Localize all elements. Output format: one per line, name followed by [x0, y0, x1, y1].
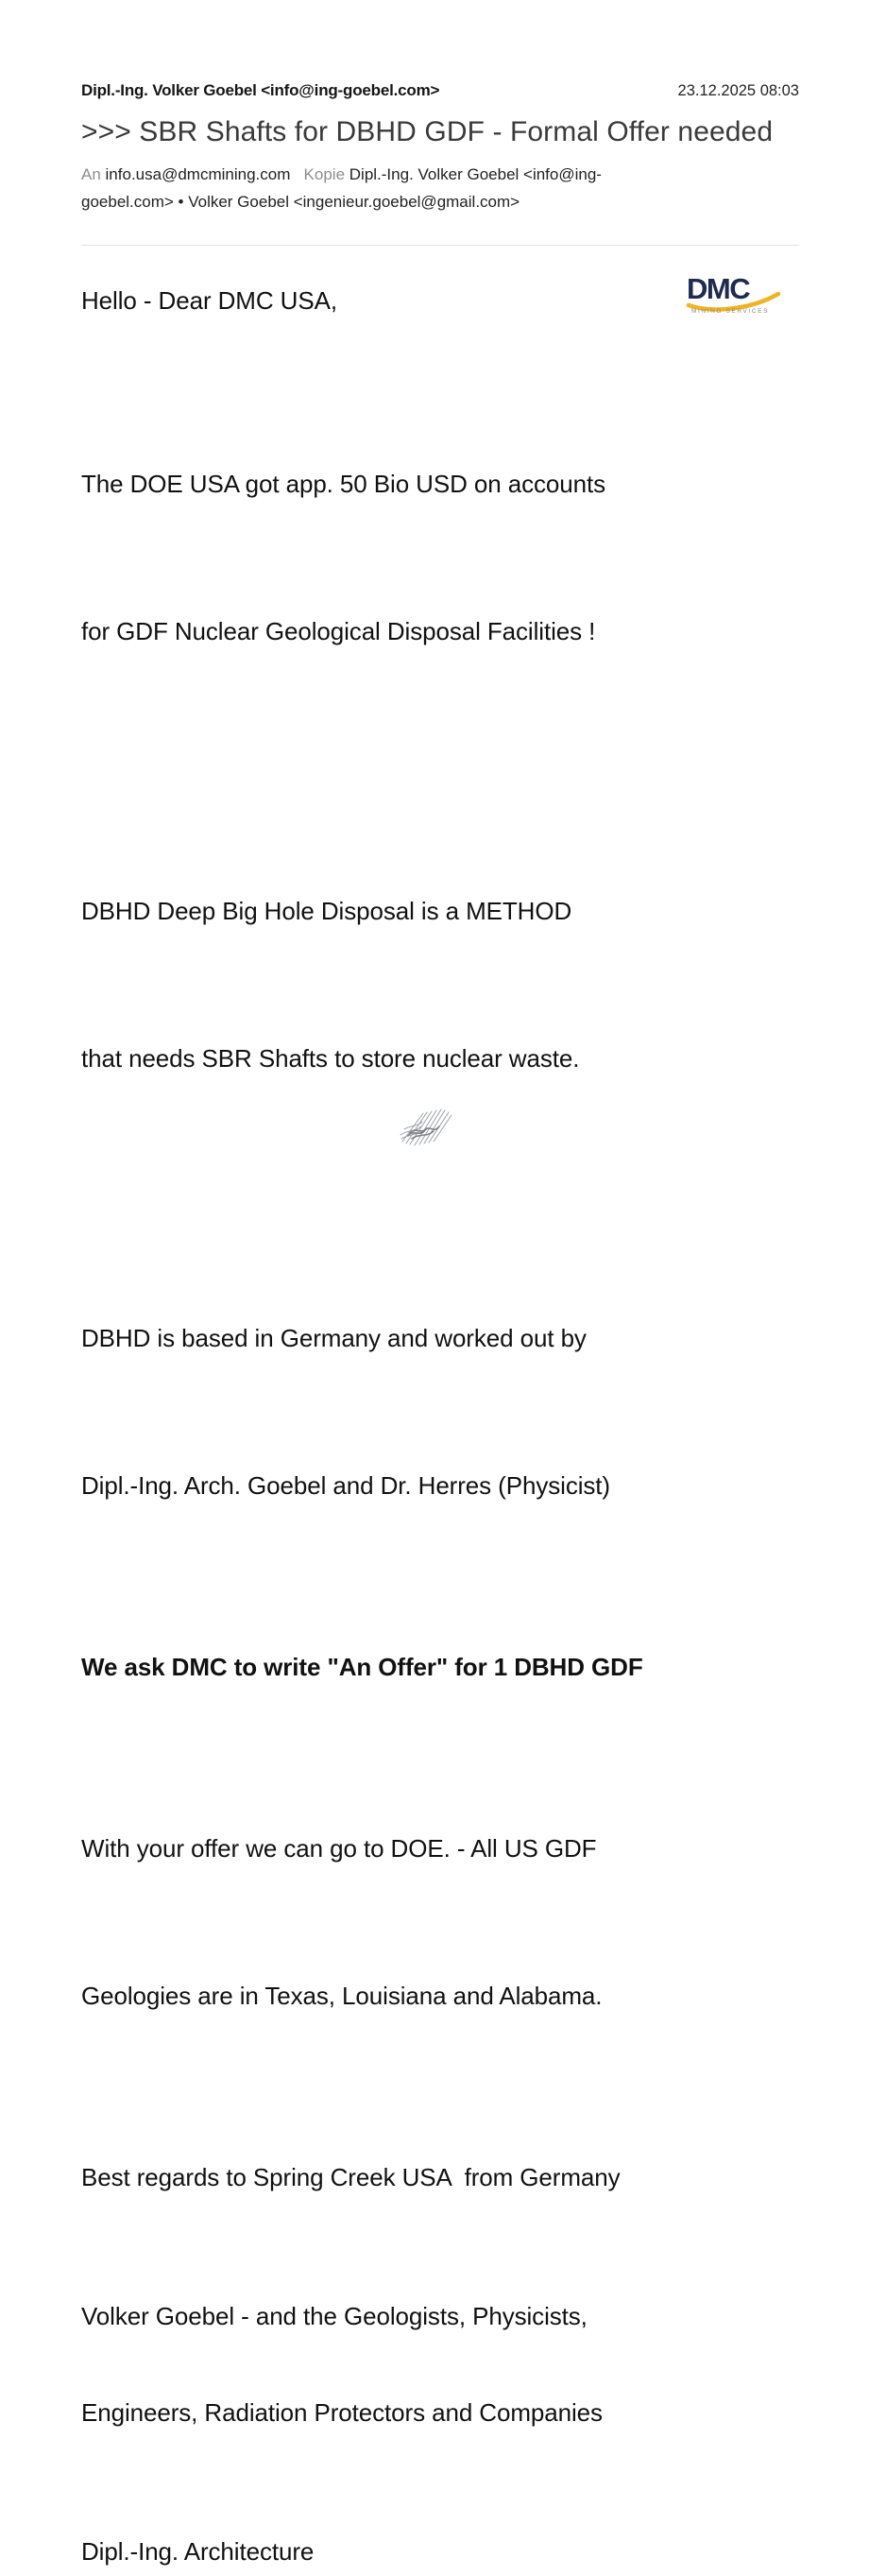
dbhd-origin-line-2: Dipl.-Ing. Arch. Goebel and Dr. Herres (Physicist) — [81, 1471, 610, 1500]
sent-timestamp: 23.12.2025 08:03 — [677, 82, 799, 99]
svg-text:DMC: DMC — [687, 272, 750, 305]
offer-usage-paragraph — [81, 1726, 799, 2119]
signature-title: Dipl.-Ing. Architecture — [81, 2537, 315, 2566]
offer-usage-line-2: Geologies are in Texas, Louisiana and Alabama. — [81, 1982, 603, 2010]
signature-line-1: Volker Goebel - and the Geologists, Physicists, — [81, 2302, 588, 2330]
dbhd-method-line-2: that needs SBR Shafts to store nuclear waste. — [81, 1044, 580, 1073]
to-label: An — [81, 165, 101, 183]
dbhd-method-line-1: DBHD Deep Big Hole Disposal is a METHOD — [81, 897, 572, 925]
offer-usage-line-1: With your offer we can go to DOE. - All US GDF — [81, 1834, 597, 1863]
email-subject: >>> SBR Shafts for DBHD GDF - Formal Offer needed — [81, 116, 774, 147]
handwritten-signature-icon — [395, 1104, 461, 1153]
sender-name: Dipl.-Ing. Volker Goebel <info@ing-goebel.com> — [81, 81, 440, 99]
cc-label: Kopie — [303, 165, 346, 183]
offer-request-line: We ask DMC to write "An Offer" for 1 DBHD GDF — [81, 1653, 643, 1681]
email-body — [81, 276, 799, 2576]
recipients-line — [81, 161, 690, 215]
signature-line-2: Engineers, Radiation Protectors and Companies — [81, 2398, 603, 2427]
email-header — [81, 81, 799, 215]
doe-funding-line-2: for GDF Nuclear Geological Disposal Facilities ! — [81, 617, 596, 645]
signature-block — [81, 2236, 799, 2493]
sender-row — [81, 81, 799, 100]
dbhd-origin-line-1: DBHD is based in Germany and worked out by — [81, 1324, 587, 1352]
header-divider — [81, 245, 799, 246]
doe-funding-paragraph — [81, 361, 799, 754]
cc-value[interactable]: Dipl.-Ing. Volker Goebel <info@ing-goebel.com> • Volker Goebel <ingenieur.goebel@gmail.com> — [81, 165, 602, 211]
closing-regards: Best regards to Spring Creek USA from Germany — [81, 2163, 621, 2191]
dbhd-origin-paragraph — [81, 1215, 799, 1608]
doe-funding-line-1: The DOE USA got app. 50 Bio USD on accounts — [81, 470, 606, 498]
to-value[interactable]: info.usa@dmcmining.com — [105, 165, 291, 183]
greeting-paragraph: Hello - Dear DMC USA, — [81, 286, 337, 315]
svg-text:MINING SERVICES: MINING SERVICES — [691, 308, 770, 315]
